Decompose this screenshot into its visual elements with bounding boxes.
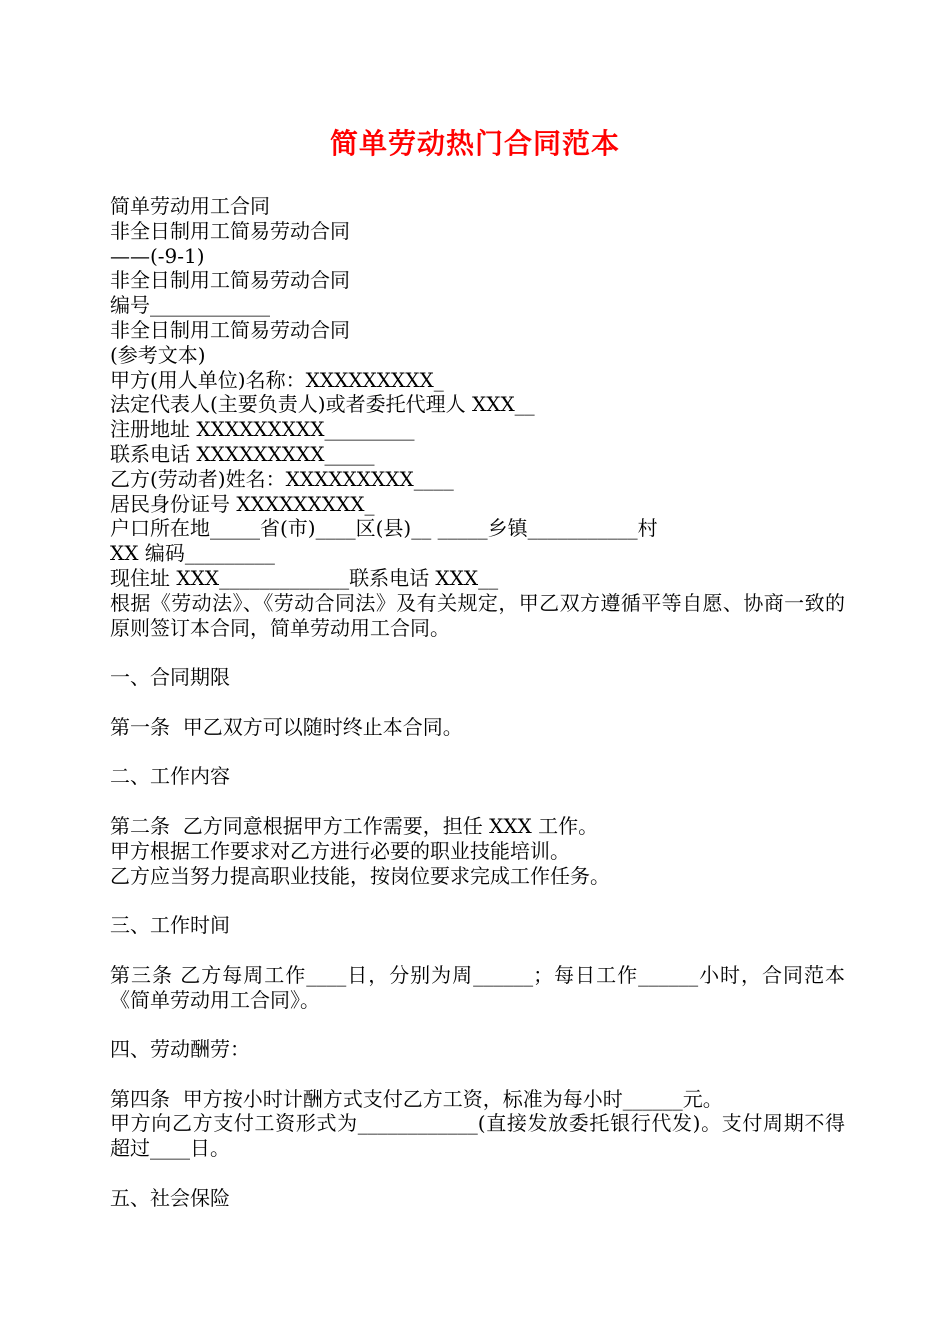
section-heading-work-content: 二、工作内容: [110, 764, 230, 789]
header-line-contract-type-repeat: 非全日制用工简易劳动合同: [110, 268, 350, 293]
article-2-training: 甲方根据工作要求对乙方进行必要的职业技能培训。: [110, 838, 570, 863]
spacer: [110, 740, 845, 765]
spacer: [110, 888, 845, 913]
article-4: 第四条 甲方按小时计酬方式支付乙方工资，标准为每小时______元。: [110, 1086, 723, 1111]
spacer: [110, 690, 845, 715]
spacer: [110, 640, 845, 665]
header-line-contract-name: 简单劳动用工合同: [110, 194, 270, 218]
field-party-a-name: 甲方(用人单位)名称：XXXXXXXXX_: [110, 367, 444, 392]
spacer: [110, 789, 845, 814]
document-body: [110, 194, 845, 1211]
field-legal-representative: 法定代表人(主要负责人)或者委托代理人 XXX__: [110, 392, 535, 417]
spacer: [110, 1161, 845, 1186]
spacer: [110, 938, 845, 963]
document-title: 简单劳动热门合同范本: [329, 127, 620, 160]
article-1: 第一条 甲乙双方可以随时终止本合同。: [110, 714, 463, 739]
field-party-a-phone: 联系电话 XXXXXXXXX_____: [110, 441, 375, 466]
header-line-number: 编号____________: [110, 293, 270, 318]
field-household-registration: 户口所在地_____省(市)____区(县)__ _____乡镇___________村: [110, 516, 658, 541]
field-registered-address: 注册地址 XXXXXXXXX_________: [110, 417, 415, 442]
article-2: 第二条 乙方同意根据甲方工作需要，担任 XXX 工作。: [110, 813, 599, 838]
article-2-duty: 乙方应当努力提高职业技能，按岗位要求完成工作任务。: [110, 863, 610, 888]
spacer: [110, 1062, 845, 1087]
section-heading-working-hours: 三、工作时间: [110, 913, 230, 938]
article-3: 第三条 乙方每周工作____日，分别为周______；每日工作______小时，合同范本《简单劳动用工合同》。: [110, 962, 845, 1012]
header-line-contract-type-repeat-2: 非全日制用工简易劳动合同: [110, 317, 350, 342]
section-heading-remuneration: 四、劳动酬劳：: [110, 1037, 250, 1062]
article-4-payment: 甲方向乙方支付工资形式为____________(直接发放委托银行代发)。支付周期不得超过____日。: [110, 1111, 845, 1161]
spacer: [110, 1012, 845, 1037]
intro-paragraph: 根据《劳动法》、《劳动合同法》及有关规定，甲乙双方遵循平等自愿、协商一致的原则签订本合同，简单劳动用工合同。: [110, 590, 845, 640]
header-line-reference-text: (参考文本): [110, 342, 206, 367]
header-line-date: ——(-9-1): [110, 243, 205, 268]
section-heading-term: 一、合同期限: [110, 665, 230, 690]
header-line-contract-type: 非全日制用工简易劳动合同: [110, 218, 350, 243]
field-id-number: 居民身份证号 XXXXXXXXX_: [110, 491, 375, 516]
field-postal-code: XX 编码_________: [110, 541, 275, 566]
field-party-b-name: 乙方(劳动者)姓名：XXXXXXXXX____: [110, 466, 454, 491]
field-current-address: 现住址 XXX_____________联系电话 XXX__: [110, 565, 499, 590]
section-heading-social-insurance: 五、社会保险: [110, 1185, 230, 1210]
